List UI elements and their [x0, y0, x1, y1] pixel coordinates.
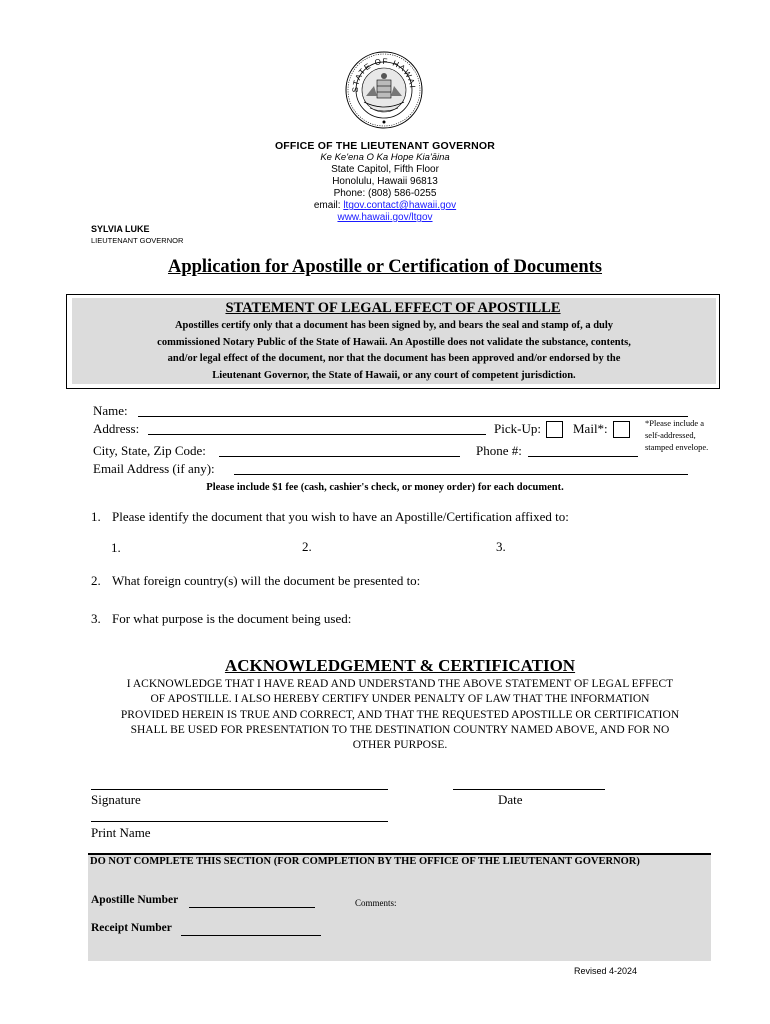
phone-input-line[interactable]	[528, 456, 638, 457]
office-title: OFFICE OF THE LIEUTENANT GOVERNOR	[274, 140, 496, 152]
address-label: Address:	[93, 421, 140, 436]
state-seal-logo	[344, 50, 424, 130]
statement-line-3: and/or legal effect of the document, nor that the document has been approved and/or endorsed by the	[167, 353, 621, 364]
governor-title: LIEUTENANT GOVERNOR	[91, 236, 184, 245]
apostille-number-line[interactable]	[189, 907, 315, 908]
statement-body	[72, 318, 716, 384]
date-input-line[interactable]	[453, 789, 605, 790]
mail-note-line-1: *Please include a	[645, 418, 705, 428]
receipt-number-label: Receipt Number	[91, 922, 172, 934]
ack-line-5: OTHER PURPOSE.	[352, 739, 448, 752]
office-header	[235, 140, 535, 224]
question-2-text: What foreign country(s) will the document be presented to:	[112, 573, 421, 588]
ack-line-1: I ACKNOWLEDGE THAT I HAVE READ AND UNDERSTAND THE ABOVE STATEMENT OF LEGAL EFFECT	[126, 678, 674, 690]
city-input-line[interactable]	[219, 456, 460, 457]
email-input-line[interactable]	[234, 474, 688, 475]
apostille-number-label: Apostille Number	[91, 894, 179, 906]
mail-label: Mail*:	[573, 421, 608, 436]
office-subtitle: Ke Ke'ena O Ka Hope Kia'āina	[320, 152, 450, 163]
office-email-line	[235, 200, 535, 212]
address-input-line[interactable]	[148, 434, 486, 435]
name-label: Name:	[93, 403, 128, 418]
address-line-1: State Capitol, Fifth Floor	[331, 164, 439, 175]
email-label: Email Address (if any):	[93, 461, 215, 476]
mail-note-line-3: stamped envelope.	[645, 442, 709, 452]
fee-note: Please include $1 fee (cash, cashier's check, or money order) for each document.	[206, 482, 564, 493]
comments-label: Comments:	[355, 898, 397, 908]
office-website-link[interactable]: www.hawaii.gov/ltgov	[337, 212, 433, 223]
ack-line-2: OF APOSTILLE. I ALSO HEREBY CERTIFY UNDER PENALTY OF LAW THAT THE INFORMATION	[150, 693, 650, 706]
office-use-title: DO NOT COMPLETE THIS SECTION (FOR COMPLETION BY THE OFFICE OF THE LIEUTENANT GOVERNOR)	[90, 856, 640, 867]
office-use-section	[88, 853, 711, 961]
mail-note	[645, 417, 708, 453]
statement-line-1: Apostilles certify only that a document has been signed by, and bears the seal and stamp of, a duly	[174, 320, 614, 331]
address-line-2: Honolulu, Hawaii 96813	[332, 176, 438, 187]
acknowledgement-title: ACKNOWLEDGEMENT & CERTIFICATION	[224, 656, 576, 675]
print-name-label: Print Name	[91, 825, 151, 840]
svg-text:STATE OF HAWAII: STATE OF HAWAI	[350, 56, 418, 93]
name-input-line[interactable]	[138, 416, 688, 417]
form-title: Application for Apostille or Certification of Documents	[167, 257, 603, 277]
revised-date: Revised 4-2024	[574, 966, 638, 976]
pickup-checkbox[interactable]	[546, 421, 563, 438]
statement-line-4: Lieutenant Governor, the State of Hawaii, or any court of competent jurisdiction.	[212, 369, 576, 381]
question-3-text: For what purpose is the document being used:	[112, 611, 352, 626]
receipt-number-line[interactable]	[181, 935, 321, 936]
office-email-label: email:	[313, 200, 344, 211]
ack-line-4: SHALL BE USED FOR PRESENTATION TO THE DESTINATION COUNTRY NAMED ABOVE, AND FOR NO	[130, 723, 670, 736]
date-label: Date	[498, 792, 523, 807]
question-3-number: 3.	[91, 611, 101, 626]
pickup-label: Pick-Up:	[494, 421, 541, 436]
city-label: City, State, Zip Code:	[93, 443, 206, 458]
question-1-text: Please identify the document that you wish to have an Apostille/Certification affixed to:	[112, 509, 569, 524]
signature-input-line[interactable]	[91, 789, 388, 790]
question-1-number: 1.	[91, 509, 101, 524]
document-1-label[interactable]: 1.	[111, 540, 121, 555]
signature-label: Signature	[91, 792, 141, 807]
governor-name: SYLVIA LUKE	[91, 224, 150, 234]
mail-note-line-2: self-addressed,	[645, 430, 696, 440]
question-2-number: 2.	[91, 573, 101, 588]
print-name-input-line[interactable]	[91, 821, 388, 822]
statement-line-2: commissioned Notary Public of the State of Hawaii. An Apostille does not validate the substance, contents,	[157, 336, 631, 348]
document-3-label[interactable]: 3.	[496, 539, 506, 554]
ack-line-3: PROVIDED HEREIN IS TRUE AND CORRECT, AND THAT THE REQUESTED APOSTILLE OR CERTIFICATION	[120, 708, 680, 721]
document-2-label[interactable]: 2.	[302, 539, 312, 554]
phone-label: Phone #:	[476, 443, 522, 458]
office-email-link[interactable]: ltgov.contact@hawaii.gov	[343, 200, 457, 211]
mail-checkbox[interactable]	[613, 421, 630, 438]
office-phone: Phone: (808) 586-0255	[333, 188, 437, 199]
acknowledgement-body	[88, 677, 712, 753]
statement-title: STATEMENT OF LEGAL EFFECT OF APOSTILLE	[225, 300, 561, 316]
